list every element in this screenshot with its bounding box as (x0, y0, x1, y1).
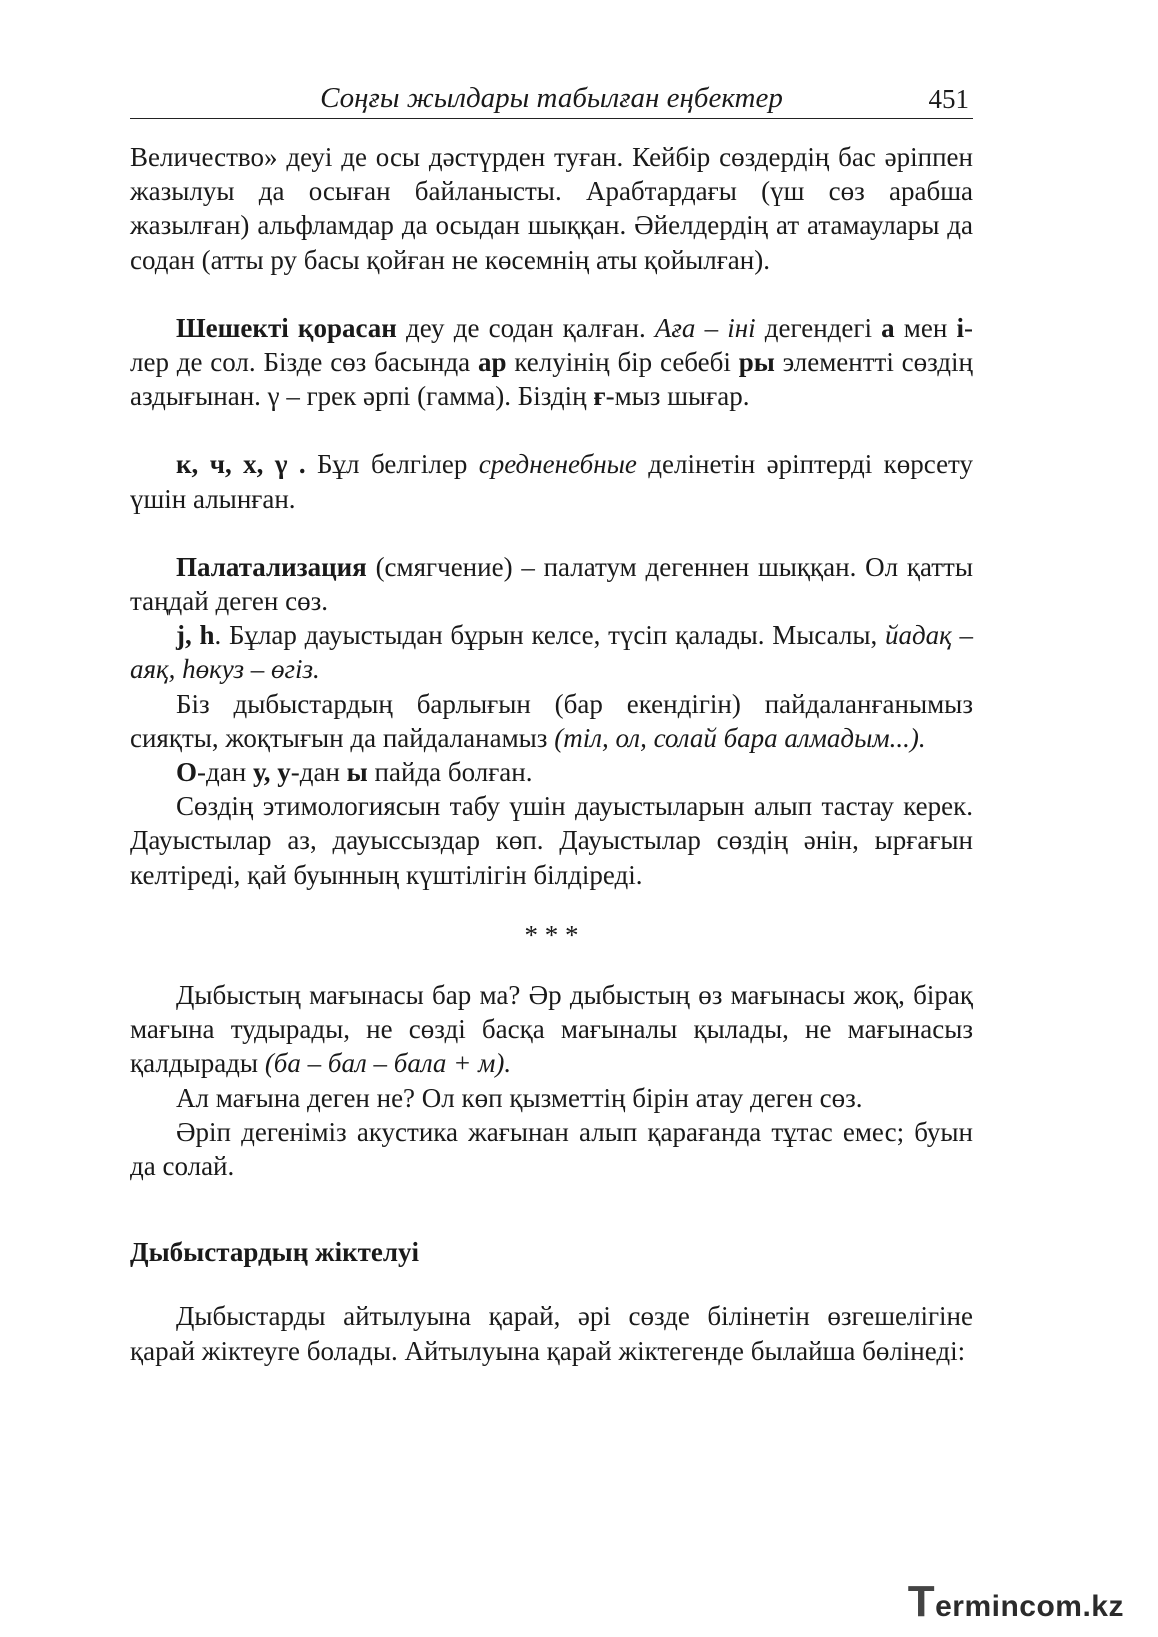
bold-term: j, h (176, 620, 215, 651)
paragraph-5: j, h. Бұлар дауыстыдан бұрын келсе, түсіп қалады. Мысалы, йадақ – аяқ, һөкуз – өгіз. (130, 620, 974, 685)
page-number: 451 (928, 84, 969, 114)
running-title: Соңғы жылдары табылған еңбектер (320, 82, 783, 114)
bold-term: к, ч, х, γ . (176, 449, 306, 480)
page-body (130, 140, 973, 1368)
site-watermark-logo: Termincom.kz (907, 1577, 1124, 1626)
paragraph-6: Біз дыбыстардың барлығын (бар екендігін) пайдаланғанымыз сияқты, жоқтығын да пайдаланамыз (тіл, ол, солай бара алмадым...). (130, 688, 973, 753)
running-header (130, 78, 973, 119)
paragraph-3: к, ч, х, γ . Бұл белгілер средненебные делінетін әріптерді көрсету үшін алынған. (130, 449, 973, 514)
section-heading: Дыбыстардың жіктелуі (130, 1237, 420, 1268)
paragraph-9: Дыбыстың мағынасы бар ма? Әр дыбыстың өз мағынасы жоқ, бірақ мағына тудырады, не сөзді басқа мағыналы қылады, не мағынасыз қалдырады (ба – бал – бала + м). (130, 980, 973, 1079)
paragraph-11: Әріп дегеніміз акустика жағынан алып қарағанда тұтас емес; буын да солай. (130, 1116, 973, 1182)
paragraph-4: Палатализация (смягчение) – палатум дегеннен шыққан. Ол қатты таңдай деген сөз. (130, 551, 973, 617)
paragraph-1: Величество» деуі де осы дәстүрден туған. Кейбір сөздердің бас әріппен жазылуы да осыған байланысты. Арабтардағы (үш сөз арабша жазылған) альфламдар да осыдан шыққан. Әйелдердің ат атамаулары да содан (атты ру басы қойған не көсемнің аты қойылған). (130, 142, 973, 275)
bold-term: Шешекті қорасан (176, 312, 397, 343)
paragraph-10: Ал мағына деген не? Ол көп қызметтің бірін атау деген сөз. (176, 1082, 863, 1113)
paragraph-7: О-дан у, у-дан ы пайда болған. (176, 757, 533, 788)
paragraph-2: Шешекті қорасан деу де содан қалған. Аға – іні дегендегі а мен і-лер де сол. Бізде сөз басында ар келуінің бір себебі ры элементті сөздің аздығынан. γ – грек әрпі (гамма). Біздің ғ-мыз шығар. (130, 312, 973, 412)
paragraph-12: Дыбыстарды айтылуына қарай, әрі сөзде білінетін өзгешелігіне қарай жіктеуге болады. Айтылуына қарай жіктегенде былайша бөлінеді: (130, 1301, 973, 1366)
section-separator: * * * (524, 919, 579, 950)
paragraph-8: Сөздің этимологиясын табу үшін дауыстыларын алып тастау керек. Дауыстылар аз, дауыссыздар көп. Дауыстылар сөздің әнін, ырғағын келтіреді, қай буынның күштілігін білдіреді. (130, 791, 973, 890)
italic-example: Аға – іні (654, 312, 756, 343)
bold-term: Палатализация (176, 551, 367, 582)
